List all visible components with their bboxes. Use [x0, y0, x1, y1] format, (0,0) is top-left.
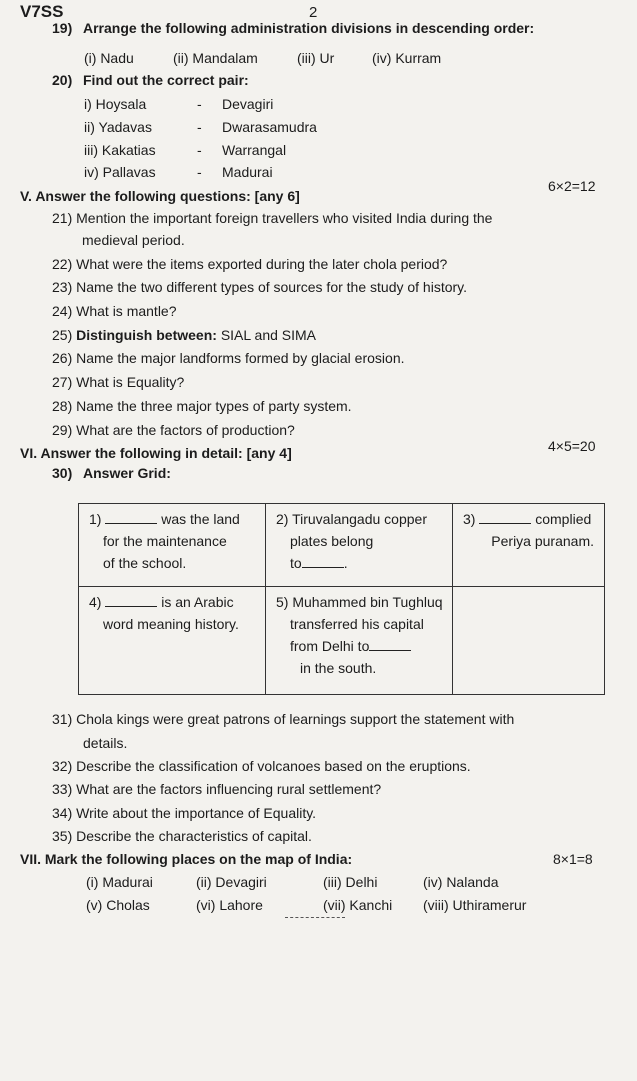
map-place: (v) Cholas [86, 897, 150, 913]
q19-option: (iv) Kurram [372, 50, 442, 66]
question: 21) Mention the important foreign travellers who visited India during the [52, 210, 493, 226]
section7-marks: 8×1=8 [553, 851, 593, 867]
map-place: (iii) Delhi [323, 874, 378, 890]
question-continuation: medieval period. [82, 232, 185, 248]
grid-cell: 4) is an Arabic word meaning history. [79, 586, 266, 694]
map-place: (i) Madurai [86, 874, 153, 890]
question-continuation: details. [83, 735, 128, 751]
q20-text: Find out the correct pair: [83, 72, 249, 88]
question: 35) Describe the characteristics of capital. [52, 828, 312, 844]
answer-grid [78, 503, 605, 695]
question-rest: SIAL and SIMA [220, 327, 317, 343]
grid-cell: 1) was the land for the maintenance of the school. [79, 504, 266, 587]
pair-right: Madurai [222, 164, 273, 180]
section5-heading: V. Answer the following questions: [any 6] [20, 188, 300, 204]
question: 26) Name the major landforms formed by glacial erosion. [52, 350, 405, 366]
question: 27) What is Equality? [52, 374, 185, 390]
grid-cell: 5) Muhammed bin Tughluq transferred his capital from Delhi to in the south. [266, 586, 453, 694]
map-place: (vi) Lahore [196, 897, 263, 913]
q30-number: 30) [52, 465, 73, 481]
q19-number: 19) [52, 20, 73, 36]
question: 29) What are the factors of production? [52, 422, 295, 438]
q19-option: (i) Nadu [84, 50, 134, 66]
grid-cell: 3) complied Periya puranam. [453, 504, 605, 587]
end-divider [285, 917, 345, 918]
map-place: (vii) Kanchi [323, 897, 393, 913]
pair-left: iv) Pallavas [84, 164, 156, 180]
question [52, 327, 316, 343]
pair-dash: - [197, 119, 202, 135]
pair-left: i) Hoysala [84, 96, 147, 112]
grid-cell [453, 586, 605, 694]
question: 23) Name the two different types of sources for the study of history. [52, 279, 468, 295]
pair-dash: - [197, 142, 202, 158]
question: 24) What is mantle? [52, 303, 177, 319]
pair-left: ii) Yadavas [84, 119, 152, 135]
section5-marks: 6×2=12 [548, 178, 596, 194]
question-number: 25) [52, 327, 73, 343]
grid-cell: 2) Tiruvalangadu copper plates belong to . [266, 504, 453, 587]
pair-right: Devagiri [222, 96, 274, 112]
q20-number: 20) [52, 72, 73, 88]
question: 31) Chola kings were great patrons of learnings support the statement with [52, 711, 515, 727]
pair-dash: - [197, 96, 202, 112]
map-place: (viii) Uthiramerur [423, 897, 527, 913]
question: 34) Write about the importance of Equality. [52, 805, 317, 821]
question: 32) Describe the classification of volcanoes based on the eruptions. [52, 758, 471, 774]
q19-text: Arrange the following administration divisions in descending order: [83, 20, 535, 36]
q30-text: Answer Grid: [83, 465, 171, 481]
pair-right: Warrangal [222, 142, 287, 158]
pair-right: Dwarasamudra [222, 119, 317, 135]
pair-dash: - [197, 164, 202, 180]
pair-left: iii) Kakatias [84, 142, 156, 158]
section7-heading: VII. Mark the following places on the map of India: [20, 851, 353, 867]
q19-option: (iii) Ur [297, 50, 335, 66]
question-bold: Distinguish between: [76, 327, 217, 343]
section6-heading: VI. Answer the following in detail: [any 4] [20, 445, 292, 461]
question: 22) What were the items exported during the later chola period? [52, 256, 448, 272]
map-place: (iv) Nalanda [423, 874, 499, 890]
section6-marks: 4×5=20 [548, 438, 596, 454]
q19-option: (ii) Mandalam [173, 50, 258, 66]
question: 33) What are the factors influencing rural settlement? [52, 781, 382, 797]
map-place: (ii) Devagiri [196, 874, 267, 890]
paper-code: V7SS [20, 2, 64, 21]
question: 28) Name the three major types of party system. [52, 398, 352, 414]
page-number: 2 [309, 4, 318, 21]
